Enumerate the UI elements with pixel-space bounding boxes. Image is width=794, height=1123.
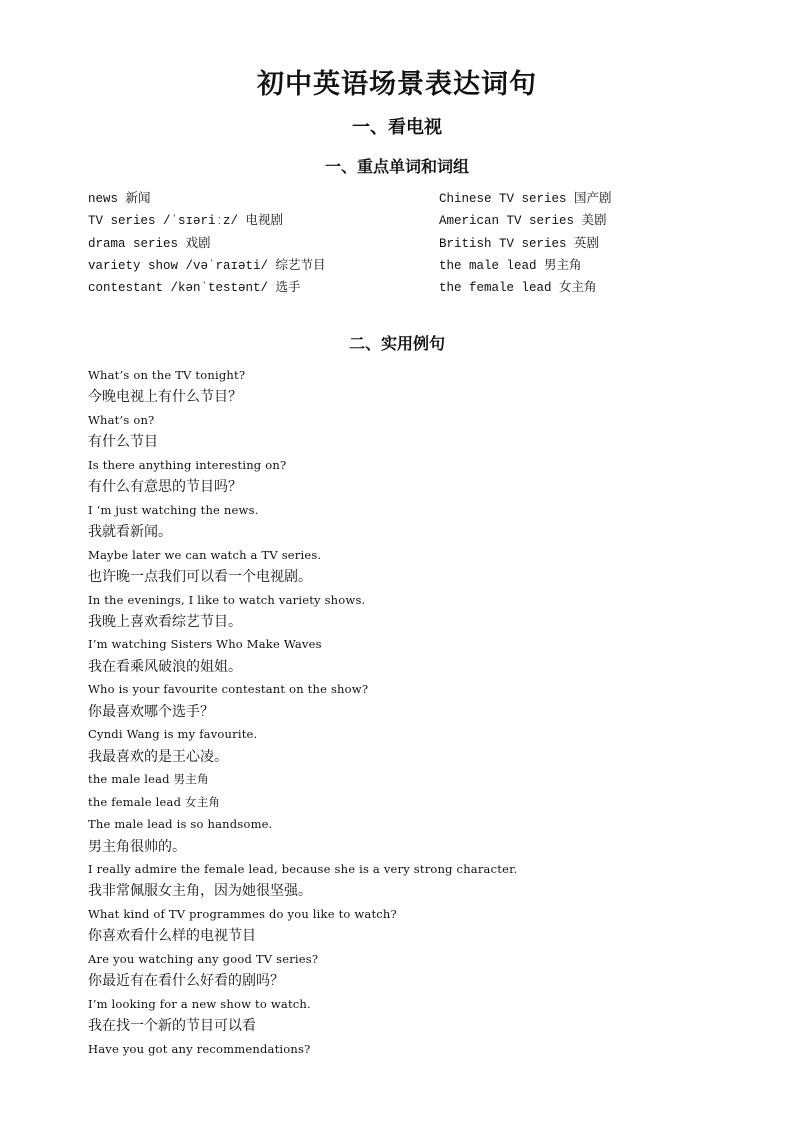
sentence-chinese: 我在看乘风破浪的姐姐。 xyxy=(88,658,242,675)
vocab-item: contestant /kənˈtestənt/ 选手 xyxy=(88,281,301,296)
vocab-item: the male lead 男主角 xyxy=(439,258,582,273)
sentence-english: I ‘m just watching the news. xyxy=(88,502,259,517)
sentence-english: Have you got any recommendations? xyxy=(88,1041,311,1056)
sentence-english: the male lead 男主角 xyxy=(88,772,209,787)
vocab-item: American TV series 美剧 xyxy=(439,214,607,229)
sentence-english: Maybe later we can watch a TV series. xyxy=(88,547,322,562)
vocab-item: drama series 戏剧 xyxy=(88,236,211,251)
sentence-english: Is there anything interesting on? xyxy=(88,457,287,472)
sentence-english: Cyndi Wang is my favourite. xyxy=(88,727,258,742)
vocab-item: Chinese TV series 国产剧 xyxy=(439,192,612,206)
sentence-chinese: 我最喜欢的是王心凌。 xyxy=(88,748,228,765)
sentence-chinese: 有什么有意思的节目吗？ xyxy=(88,479,242,496)
vocab-list-left xyxy=(88,188,326,299)
vocab-item: news 新闻 xyxy=(88,192,151,206)
sentence-english: What kind of TV programmes do you like to watch? xyxy=(88,906,397,921)
sentence-english: Who is your favourite contestant on the show? xyxy=(88,682,369,697)
sentence-chinese: 我就看新闻。 xyxy=(88,524,172,541)
sentence-english: I really admire the female lead, because she is a very strong character. xyxy=(88,861,518,876)
examples-heading: 二、实用例句 xyxy=(348,334,445,353)
document-title: 初中英语场景表达词句 xyxy=(257,69,537,100)
sentence-chinese: 今晚电视上有什么节目？ xyxy=(88,389,242,406)
vocab-item: the female lead 女主角 xyxy=(439,281,597,296)
vocab-item: variety show /vəˈraɪəti/ 综艺节目 xyxy=(88,258,326,273)
sentence-chinese: 有什么节目 xyxy=(88,434,158,451)
sentence-chinese: 你最近有在看什么好看的剧吗？ xyxy=(88,973,284,990)
vocab-heading: 一、重点单词和词组 xyxy=(324,157,469,176)
sentence-chinese: 男主角很帅的。 xyxy=(88,838,186,855)
sentence-english: What’s on? xyxy=(88,412,155,427)
sentence-english: the female lead 女主角 xyxy=(88,794,221,809)
sentence-chinese: 你喜欢看什么样的电视节目 xyxy=(88,928,256,945)
sentence-chinese: 你最喜欢哪个选手？ xyxy=(88,703,214,720)
section-title: 一、看电视 xyxy=(352,117,442,138)
sentence-english: I’m watching Sisters Who Make Waves xyxy=(88,637,322,652)
sentence-english: In the evenings, I like to watch variety shows. xyxy=(88,592,366,607)
sentence-chinese: 我晚上喜欢看综艺节目。 xyxy=(88,613,242,630)
vocab-item: TV series /ˈsɪəriːz/ 电视剧 xyxy=(88,214,284,229)
vocab-item: British TV series 英剧 xyxy=(439,236,600,251)
example-sentences xyxy=(88,364,517,1060)
sentence-english: What’s on the TV tonight? xyxy=(88,368,246,382)
sentence-english: Are you watching any good TV series? xyxy=(88,951,319,966)
sentence-chinese: 也许晚一点我们可以看一个电视剧。 xyxy=(88,569,312,586)
sentence-english: I’m looking for a new show to watch. xyxy=(88,996,311,1011)
sentence-english: The male lead is so handsome. xyxy=(88,817,273,832)
sentence-chinese: 我在找一个新的节目可以看 xyxy=(88,1018,256,1035)
sentence-chinese: 我非常佩服女主角，因为她很坚强。 xyxy=(88,883,312,900)
vocab-list-right xyxy=(439,188,612,299)
